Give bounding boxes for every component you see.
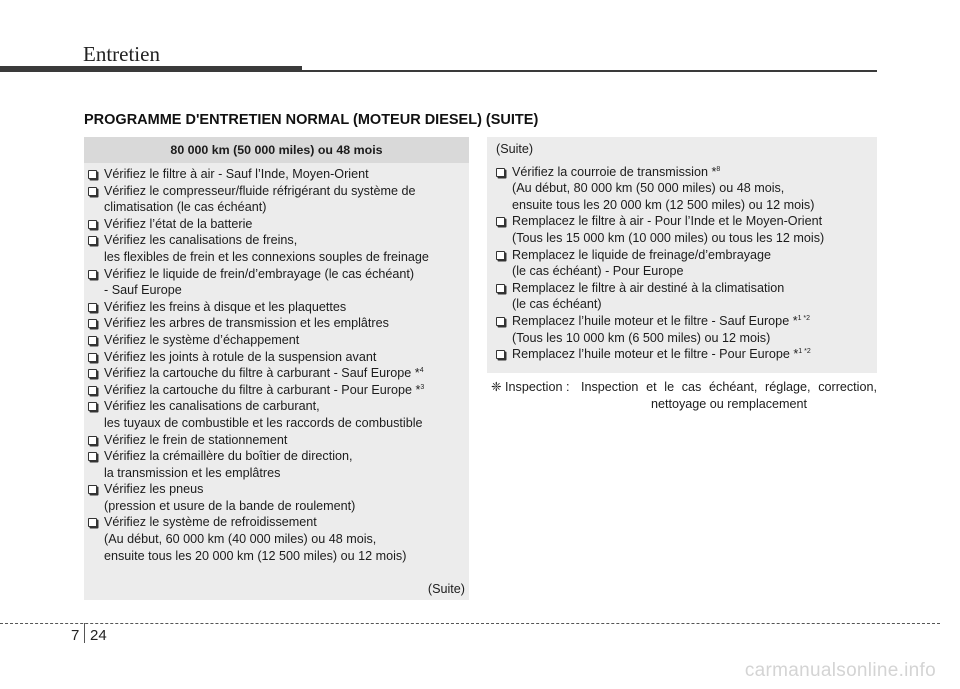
checklist-item-line: Remplacez le filtre à air - Pour l’Inde et le Moyen-Orient [512, 214, 823, 229]
checkbox-icon [88, 220, 97, 229]
checkbox-icon [88, 187, 97, 196]
checklist-item [496, 280, 871, 313]
checkbox-icon [88, 353, 97, 362]
checkbox-icon [496, 168, 505, 177]
checklist-item-line: Vérifiez les arbres de transmission et les emplâtres [104, 316, 389, 331]
checklist-item-line: ensuite tous les 20 000 km (12 500 miles) ou 12 mois) [512, 197, 815, 212]
checklist-item-line: (Tous les 10 000 km (6 500 miles) ou 12 mois) [512, 330, 771, 345]
checklist-item-line: Vérifiez les freins à disque et les plaquettes [104, 299, 347, 314]
checklist-item-line: Vérifiez l’état de la batterie [104, 216, 253, 231]
checklist-item [88, 365, 463, 382]
checklist-item [88, 514, 463, 564]
checklist-item [88, 349, 463, 366]
continued-from-label: (Suite) [496, 142, 534, 156]
checklist-item-line: les tuyaux de combustible et les raccords de combustible [104, 415, 423, 430]
checklist-item [88, 266, 463, 299]
checklist-item-line: (le cas échéant) - Pour Europe [512, 264, 684, 279]
checklist-item-line: (Tous les 15 000 km (10 000 miles) ou tous les 12 mois) [512, 230, 825, 245]
checkbox-icon [88, 386, 97, 395]
checklist-item-line: - Sauf Europe [104, 283, 182, 298]
checklist-item-line: Remplacez le filtre à air destiné à la climatisation [512, 280, 785, 295]
checklist-item-line: ensuite tous les 20 000 km (12 500 miles) ou 12 mois) [104, 548, 407, 563]
checklist-item-line: Vérifiez la cartouche du filtre à carburant - Sauf Europe *$^4$ [104, 366, 424, 381]
footnote-marker: 3 [420, 383, 425, 391]
inspection-note-text: Inspection et le cas échéant, réglage, correction, nettoyage ou remplacement [581, 380, 877, 411]
left-schedule-panel [84, 137, 469, 600]
checklist-item-line: Remplacez l’huile moteur et le filtre - Pour Europe *$^{1 *2}$ [512, 347, 811, 362]
checkbox-icon [88, 485, 97, 494]
checklist-item-line: Vérifiez le système d’échappement [104, 332, 300, 347]
checklist-item-line: Vérifiez le filtre à air - Sauf l’Inde, Moyen-Orient [104, 167, 369, 181]
checklist-item [88, 232, 463, 265]
checklist-item-line: Vérifiez la courroie de transmission *$^8$ [512, 164, 721, 179]
checklist-item [88, 448, 463, 481]
checklist-item [88, 315, 463, 332]
checkbox-icon [88, 303, 97, 312]
checklist-item [496, 247, 871, 280]
checklist-item [88, 398, 463, 431]
checkbox-icon [88, 270, 97, 279]
inspection-note-label: ❈ Inspection : [491, 380, 570, 394]
checkbox-icon [496, 251, 505, 260]
checklist-item-line: Vérifiez la crémaillère du boîtier de direction, [104, 449, 353, 464]
chapter-number: 7 [71, 627, 80, 644]
inspection-note [491, 379, 877, 412]
checkbox-icon [88, 170, 97, 179]
checklist-item-line: Remplacez le liquide de freinage/d’embrayage [512, 247, 772, 262]
checkbox-icon [88, 236, 97, 245]
header-rule-thin [302, 70, 877, 72]
checklist-item [88, 332, 463, 349]
checklist-item-line: Vérifiez les canalisations de carburant, [104, 399, 320, 414]
header-rule-thick [0, 66, 302, 72]
checklist-item-line: Vérifiez le liquide de frein/d’embrayage (le cas échéant) [104, 266, 415, 281]
checklist-item-line: Vérifiez le frein de stationnement [104, 432, 288, 447]
checkbox-icon [88, 369, 97, 378]
left-checklist [88, 166, 463, 564]
section-title: Entretien [83, 42, 160, 66]
checkbox-icon [88, 518, 97, 527]
checklist-item-line: Vérifiez le compresseur/fluide réfrigérant du système de [104, 183, 416, 198]
checklist-item [88, 166, 463, 183]
checkbox-icon [88, 436, 97, 445]
checklist-item-line: Vérifiez les joints à rotule de la suspension avant [104, 349, 377, 364]
checklist-item [496, 213, 871, 246]
checklist-item [496, 346, 871, 363]
right-schedule-panel [487, 137, 877, 373]
checklist-item-line: (pression et usure de la bande de roulement) [104, 498, 356, 513]
checklist-item-line: (Au début, 60 000 km (40 000 miles) ou 48 mois, [104, 532, 377, 547]
page-number: 24 [90, 627, 107, 644]
page-number-divider [84, 623, 85, 643]
checklist-item [88, 382, 463, 399]
checklist-item-line: climatisation (le cas échéant) [104, 200, 267, 215]
checklist-item-line: Vérifiez les pneus [104, 482, 204, 497]
checkbox-icon [496, 217, 505, 226]
footnote-marker: 8 [716, 165, 721, 173]
checklist-item [88, 183, 463, 216]
checkbox-icon [496, 284, 505, 293]
checkbox-icon [88, 452, 97, 461]
watermark: carmanualsonline.info [744, 660, 936, 681]
checklist-item-line: (Au début, 80 000 km (50 000 miles) ou 48 mois, [512, 181, 785, 196]
footer-dashed-rule [0, 623, 940, 624]
checklist-item [496, 164, 871, 214]
checklist-item-line: Vérifiez les canalisations de freins, [104, 233, 298, 248]
checkbox-icon [88, 402, 97, 411]
checklist-item-line: Vérifiez le système de refroidissement [104, 515, 317, 530]
checklist-item-line: la transmission et les emplâtres [104, 465, 281, 480]
continued-label: (Suite) [427, 582, 465, 597]
checklist-item [88, 216, 463, 233]
page-heading: PROGRAMME D'ENTRETIEN NORMAL (MOTEUR DIESEL) (SUITE) [84, 112, 539, 128]
checkbox-icon [88, 336, 97, 345]
checkbox-icon [496, 317, 505, 326]
checklist-item-line: les flexibles de frein et les connexions souples de freinage [104, 249, 429, 264]
footnote-marker: 4 [419, 367, 424, 375]
checklist-item-line: (le cas échéant) [512, 297, 602, 312]
checklist-item [496, 313, 871, 346]
checklist-item [88, 432, 463, 449]
interval-header: 80 000 km (50 000 miles) ou 48 mois [84, 137, 469, 163]
right-checklist [496, 164, 871, 363]
footnote-marker: 1 *2 [798, 348, 811, 356]
checklist-item [88, 481, 463, 514]
checkbox-icon [88, 319, 97, 328]
checklist-item-line: Vérifiez la cartouche du filtre à carburant - Pour Europe *$^3$ [104, 382, 425, 397]
checkbox-icon [496, 350, 505, 359]
checklist-item-line: Remplacez l’huile moteur et le filtre - Sauf Europe *$^{1 *2}$ [512, 313, 811, 328]
footnote-marker: 1 *2 [797, 314, 811, 322]
checklist-item [88, 299, 463, 316]
